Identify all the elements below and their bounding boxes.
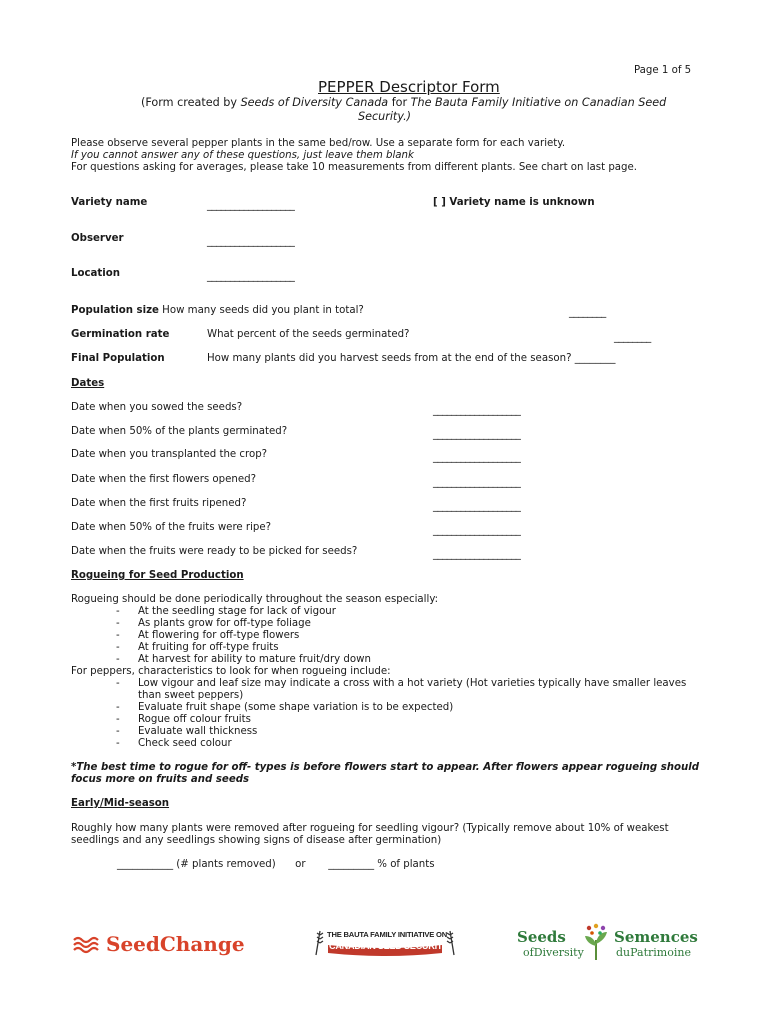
list-item: As plants grow for off-type foliage	[138, 618, 311, 629]
semences-wordmark: Semences	[614, 928, 698, 946]
rogue-note-line1: *The best time to rogue for off- types is before flowers start to appear. After flowers appear rogueing should	[71, 762, 700, 773]
date-question: Date when the fruits were ready to be picked for seeds?	[71, 546, 358, 557]
early-question-line2: seedlings and any seedlings showing signs of disease after germination)	[71, 835, 442, 846]
peppers-intro: For peppers, characteristics to look for when rogueing include:	[71, 666, 391, 677]
variety-label: Variety name	[71, 197, 148, 208]
bullet-dash: -	[116, 630, 120, 641]
title-text: PEPPER Descriptor Form	[318, 78, 500, 96]
list-item: Check seed colour	[138, 738, 232, 749]
population-size-label: Population size	[71, 305, 159, 316]
instructions-line3: For questions asking for averages, please take 10 measurements from different plants. See chart on last page.	[71, 162, 638, 173]
instructions-line2: If you cannot answer any of these questions, just leave them blank	[71, 150, 414, 161]
bullet-dash: -	[116, 678, 120, 689]
date-blank[interactable]: ___________________	[433, 405, 521, 416]
date-question: Date when 50% of the fruits were ripe?	[71, 522, 272, 533]
date-blank[interactable]: ___________________	[433, 477, 521, 488]
date-question: Date when the first flowers opened?	[71, 474, 256, 485]
of-diversity-wordmark: ofDiversity	[523, 946, 584, 959]
list-item: Evaluate wall thickness	[138, 726, 258, 737]
date-blank[interactable]: ___________________	[433, 549, 521, 560]
date-blank[interactable]: ___________________	[433, 452, 521, 463]
bullet-dash: -	[116, 618, 120, 629]
observer-blank[interactable]: ___________________	[207, 236, 295, 247]
rogue-note-line2: focus more on fruits and seeds	[71, 774, 250, 785]
population-size-row	[71, 305, 364, 316]
bauta-line1: THE BAUTA FAMILY INITIATIVE ON	[327, 930, 448, 939]
date-blank[interactable]: ___________________	[433, 525, 521, 536]
subtitle-org1: Seeds of Diversity Canada	[240, 96, 389, 109]
seedchange-logo	[72, 932, 245, 963]
list-item: Low vigour and leaf size may indicate a cross with a hot variety (Hot varieties typically have smaller leaves	[138, 678, 687, 689]
early-question-line1: Roughly how many plants were removed after rogueing for seedling vigour? (Typically remove about 10% of weakest	[71, 823, 669, 834]
bullet-dash: -	[116, 654, 120, 665]
bullet-dash: -	[116, 738, 120, 749]
seeds-wordmark: Seeds	[517, 928, 566, 946]
dates-heading: Dates	[71, 378, 105, 389]
final-population-label: Final Population	[71, 353, 165, 364]
list-item: Rogue off colour fruits	[138, 714, 251, 725]
rogueing-heading: Rogueing for Seed Production	[71, 570, 244, 581]
list-item: At flowering for off-type flowers	[138, 630, 300, 641]
variety-blank[interactable]: ___________________	[207, 200, 295, 211]
date-blank[interactable]: ___________________	[433, 501, 521, 512]
seedling-icon	[579, 922, 613, 962]
bullet-dash: -	[116, 702, 120, 713]
date-question: Date when 50% of the plants germinated?	[71, 426, 288, 437]
date-blank[interactable]: ___________________	[433, 429, 521, 440]
list-item: At harvest for ability to mature fruit/dry down	[138, 654, 371, 665]
subtitle-line1	[141, 96, 666, 109]
list-item: At fruiting for off-type fruits	[138, 642, 279, 653]
bullet-dash: -	[116, 642, 120, 653]
instructions-line1: Please observe several pepper plants in the same bed/row. Use a separate form for each variety.	[71, 138, 566, 149]
page-number: Page 1 of 5	[634, 65, 692, 76]
date-question: Date when you transplanted the crop?	[71, 449, 268, 460]
subtitle-mid: for	[388, 96, 411, 109]
seedchange-wordmark: SeedChange	[106, 932, 245, 956]
subtitle-line2: Security.)	[358, 110, 411, 123]
subtitle-prefix: (Form created by	[141, 96, 241, 109]
early-answer-blanks[interactable]: ___________ (# plants removed) or _________ % of plants	[117, 859, 435, 870]
population-size-question: How many seeds did you plant in total?	[158, 305, 364, 316]
bullet-dash: -	[116, 714, 120, 725]
germination-rate-question: What percent of the seeds germinated?	[207, 329, 410, 340]
list-item: Evaluate fruit shape (some shape variation is to be expected)	[138, 702, 454, 713]
bullet-dash: -	[116, 606, 120, 617]
location-blank[interactable]: ___________________	[207, 271, 295, 282]
observer-label: Observer	[71, 233, 124, 244]
rogueing-intro: Rogueing should be done periodically throughout the season especially:	[71, 594, 439, 605]
du-patrimoine-wordmark: duPatrimoine	[616, 946, 691, 959]
location-label: Location	[71, 268, 121, 279]
population-size-blank[interactable]: ________	[569, 307, 606, 318]
early-mid-heading: Early/Mid-season	[71, 798, 170, 809]
list-item-continuation: than sweet peppers)	[138, 690, 244, 701]
bullet-dash: -	[116, 726, 120, 737]
germination-rate-label: Germination rate	[71, 329, 170, 340]
seeds-of-diversity-logo	[517, 922, 702, 966]
bauta-line2: CANADIAN SEED SECURITY	[329, 941, 448, 951]
title-underline	[258, 78, 318, 96]
list-item: At the seedling stage for lack of vigour	[138, 606, 336, 617]
final-population-question: How many plants did you harvest seeds from at the end of the season? ________	[207, 353, 616, 364]
date-question: Date when the first fruits ripened?	[71, 498, 247, 509]
page-title	[258, 78, 500, 96]
subtitle-org2: The Bauta Family Initiative on Canadian Seed	[410, 96, 667, 109]
germination-rate-blank[interactable]: ________	[614, 332, 651, 343]
date-question: Date when you sowed the seeds?	[71, 402, 243, 413]
bauta-logo	[310, 925, 460, 961]
variety-unknown-checkbox[interactable]: [ ] Variety name is unknown	[433, 197, 595, 208]
